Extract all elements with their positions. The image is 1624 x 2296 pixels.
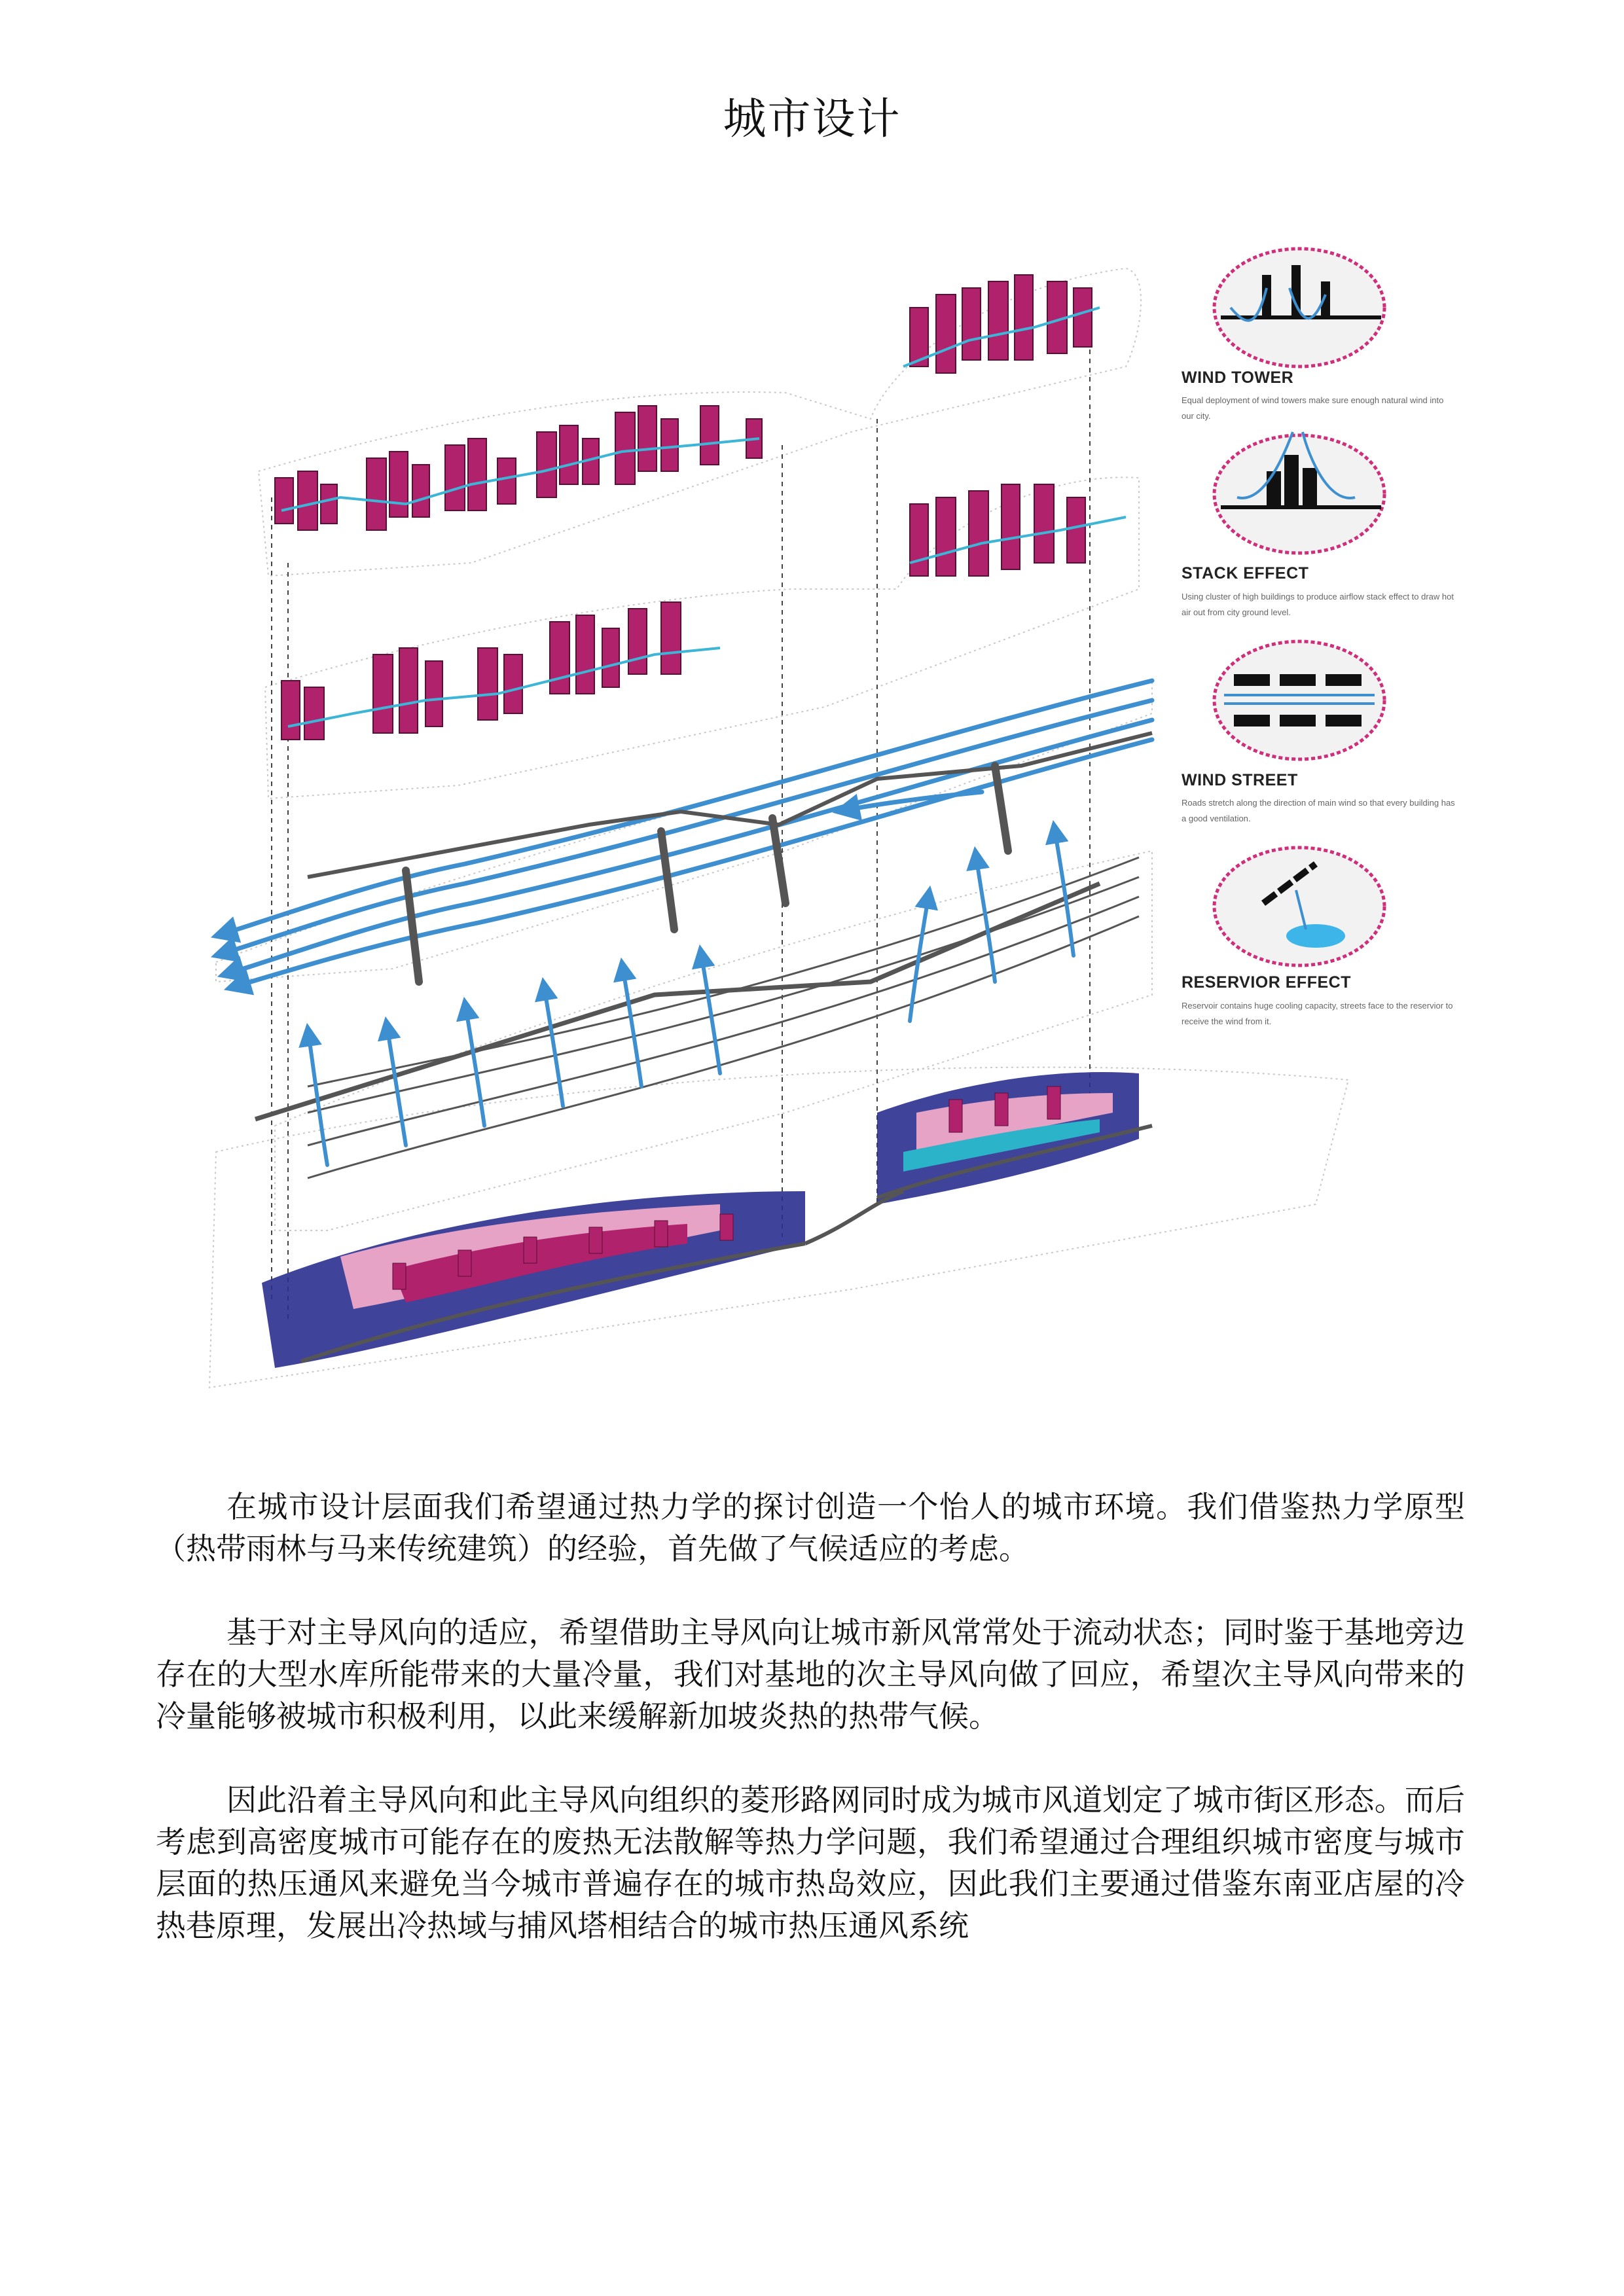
body-text — [156, 1486, 1465, 1988]
stack-effect-icon — [1214, 432, 1384, 553]
layer-outline-wind-street — [216, 681, 1152, 982]
wind-street-crossing — [406, 870, 419, 982]
legend-title-reservior-effect: RESERVIOR EFFECT — [1182, 973, 1351, 992]
wind-street-streamline — [223, 720, 1152, 975]
reservoir-arrow — [622, 962, 641, 1086]
wind-street-streamline — [216, 681, 1152, 936]
reservoir-arrow — [700, 949, 720, 1073]
wind-street-icon — [1214, 641, 1384, 759]
legend-title-wind-tower: WIND TOWER — [1182, 368, 1294, 387]
wind-street-crossing — [661, 831, 674, 929]
ground-city-layer — [262, 1072, 1152, 1368]
reservoir-effect-icon — [1214, 848, 1384, 965]
reservoir-arrow — [465, 1001, 484, 1126]
paragraph: 基于对主导风向的适应，希望借助主导风向让城市新风常常处于流动状态；同时鉴于基地旁边存在的大型水库所能带来的大量冷量，我们对基地的次主导风向做了回应，希望次主导风向带来的冷量能够被城市积极利用，以此来缓解新加坡炎热的热带气候。 — [156, 1615, 1465, 1734]
legend-title-stack-effect: STACK EFFECT — [1182, 564, 1309, 583]
stack-effect-layer — [281, 484, 1126, 740]
wind-street-layer — [216, 681, 1152, 988]
reservoir-arrow — [1054, 825, 1074, 956]
wind-street-streamline — [216, 700, 1152, 956]
legend-desc-reservior-effect: Reservoir contains huge cooling capacity, streets face to the reservior to receive the wind from it. — [1182, 1001, 1453, 1026]
wind-tower-icon — [1214, 249, 1384, 367]
page-title: 城市设计 — [723, 94, 901, 144]
paragraph: 在城市设计层面我们希望通过热力学的探讨创造一个怡人的城市环境。我们借鉴热力学原型（热带雨林与马来传统建筑）的经验，首先做了气候适应的考虑。 — [156, 1489, 1465, 1566]
building-cluster — [281, 484, 1085, 740]
reservoir-arrow — [386, 1021, 406, 1145]
reservoir-road — [255, 884, 1100, 1119]
wind-street-crossing — [772, 818, 785, 903]
reservoir-arrow — [543, 982, 563, 1106]
paragraph: 因此沿着主导风向和此主导风向组织的菱形路网同时成为城市风道划定了城市街区形态。而后考虑到高密度城市可能存在的废热无法散解等热力学问题，我们希望通过合理组织城市密度与城市层面的热压通风来避免当今城市普遍存在的城市热岛效应，因此我们主要通过借鉴东南亚店屋的冷热巷原理，发展出冷热域与捕风塔相结合的城市热压通风系统 — [156, 1782, 1465, 1943]
legend-desc-wind-tower: Equal deployment of wind towers make sure enough natural wind into our city. — [1182, 395, 1444, 421]
legend-title-wind-street: WIND STREET — [1182, 771, 1298, 789]
legend-desc-stack-effect: Using cluster of high buildings to produce airflow stack effect to draw hot air out from city ground level. — [1182, 592, 1454, 617]
legend-desc-wind-street: Roads stretch along the direction of main wind so that every building has a good ventilation. — [1182, 798, 1455, 823]
